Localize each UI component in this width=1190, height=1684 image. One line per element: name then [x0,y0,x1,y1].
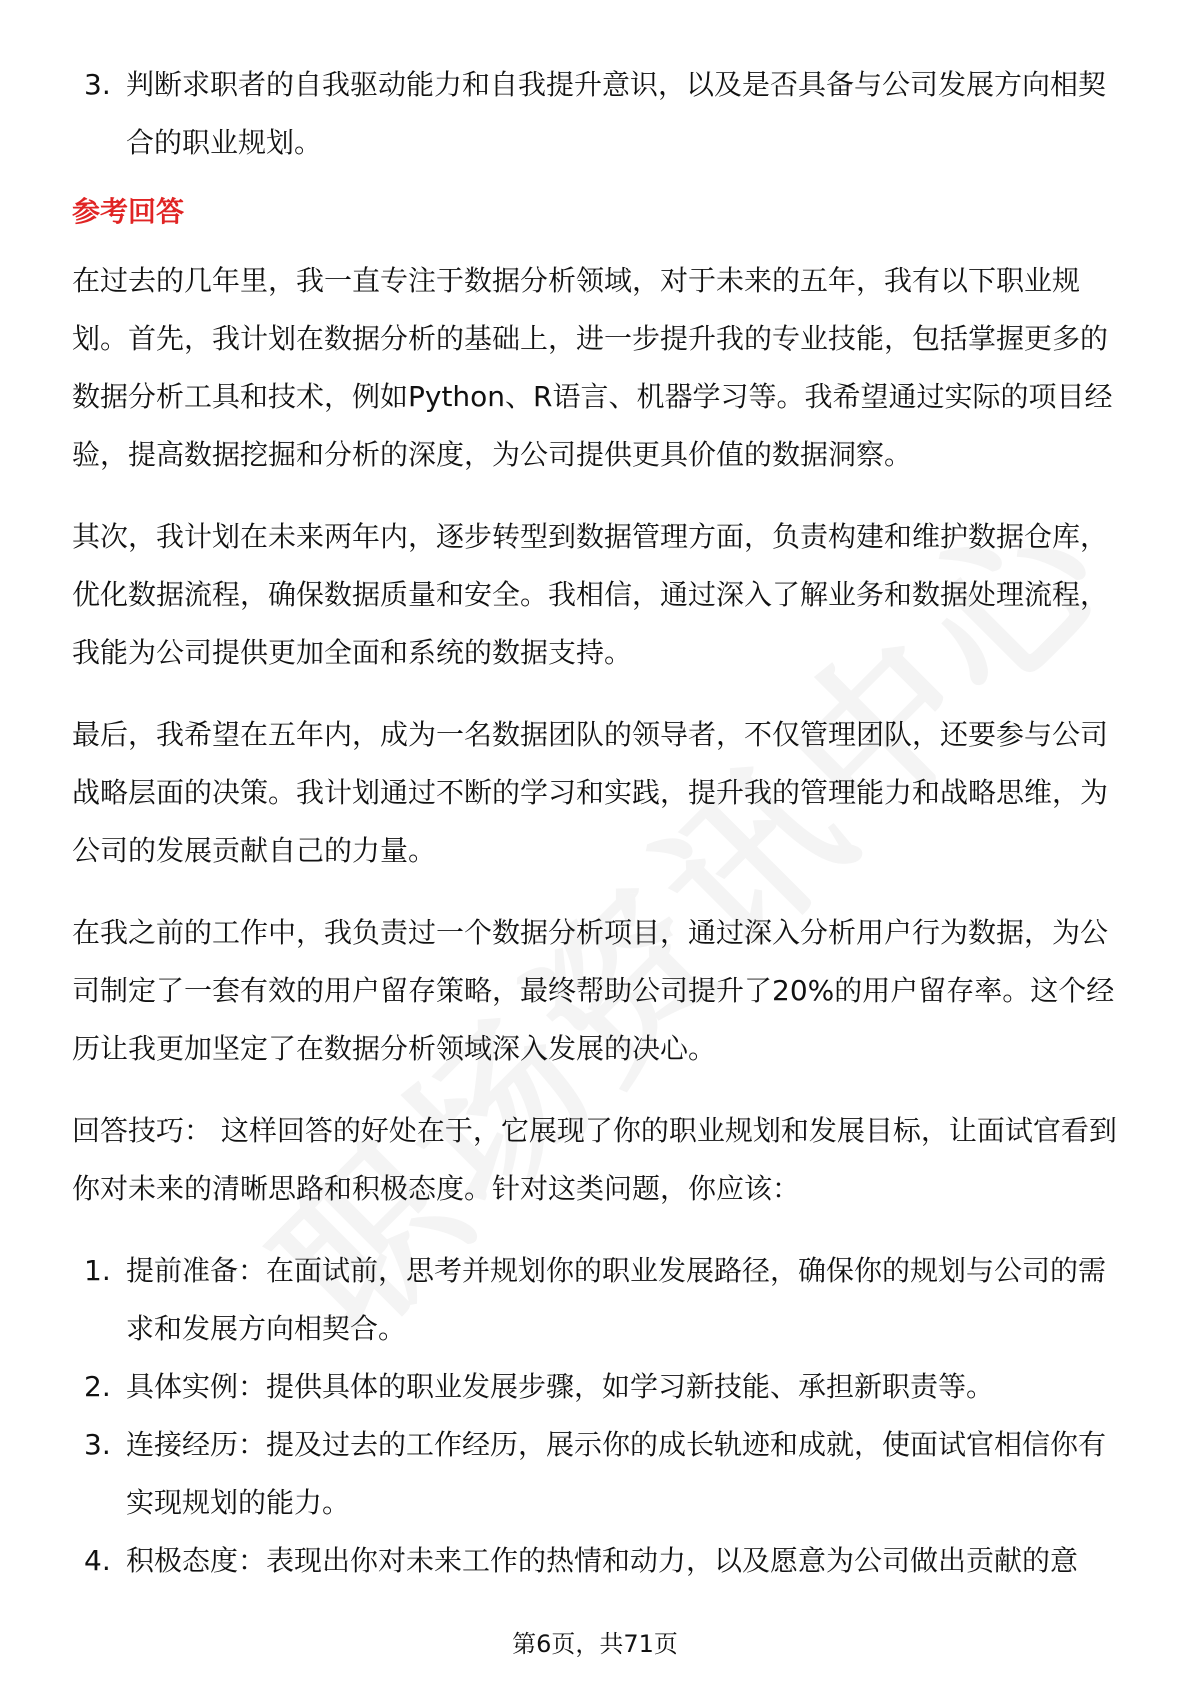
paragraph: 在过去的几年里，我一直专注于数据分析领域，对于未来的五年，我有以下职业规划。首先，我计划在数据分析的基础上，进一步提升我的专业技能，包括掌握更多的数据分析工具和技术，例如Python、R语言、机器学习等。我希望通过实际的项目经验，提高数据挖掘和分析的深度，为公司提供更具价值的数据洞察。 [72,264,1113,471]
tip-item [72,1532,1122,1590]
list-number: 1. [84,1254,111,1287]
list-text: 提前准备：在面试前，思考并规划你的职业发展路径，确保你的规划与公司的需求和发展方向相契合。 [126,1254,1107,1345]
answer-heading: 参考回答 [72,195,185,228]
list-text: 连接经历：提及过去的工作经历，展示你的成长轨迹和成就，使面试官相信你有实现规划的能力。 [126,1428,1107,1519]
page-content [72,56,1122,1590]
page-footer: 第6页，共71页 [512,1630,678,1658]
paragraph: 其次，我计划在未来两年内，逐步转型到数据管理方面，负责构建和维护数据仓库，优化数据流程，确保数据质量和安全。我相信，通过深入了解业务和数据处理流程，我能为公司提供更加全面和系统的数据支持。 [72,520,1109,669]
tip-item [72,1242,1122,1358]
list-number: 3. [84,68,111,101]
list-number: 2. [84,1370,111,1403]
list-text: 具体实例：提供具体的职业发展步骤，如学习新技能、承担新职责等。 [126,1370,995,1403]
tip-item [72,1358,1122,1416]
intro-list-item [72,56,1122,172]
paragraph: 在我之前的工作中，我负责过一个数据分析项目，通过深入分析用户行为数据，为公司制定了一套有效的用户留存策略，最终帮助公司提升了20%的用户留存率。这个经历让我更加坚定了在数据分析领域深入发展的决心。 [72,916,1115,1065]
list-text: 积极态度：表现出你对未来工作的热情和动力，以及愿意为公司做出贡献的意 [126,1544,1079,1577]
list-text: 判断求职者的自我驱动能力和自我提升意识，以及是否具备与公司发展方向相契合的职业规划。 [126,68,1107,159]
list-number: 3. [84,1428,111,1461]
list-number: 4. [84,1544,111,1577]
tips-list [72,1242,1122,1590]
paragraph: 最后，我希望在五年内，成为一名数据团队的领导者，不仅管理团队，还要参与公司战略层面的决策。我计划通过不断的学习和实践，提升我的管理能力和战略思维，为公司的发展贡献自己的力量。 [72,718,1109,867]
tip-item [72,1416,1122,1532]
tips-intro-paragraph: 回答技巧： 这样回答的好处在于，它展现了你的职业规划和发展目标，让面试官看到你对未来的清晰思路和积极态度。针对这类问题，你应该： [72,1114,1117,1205]
